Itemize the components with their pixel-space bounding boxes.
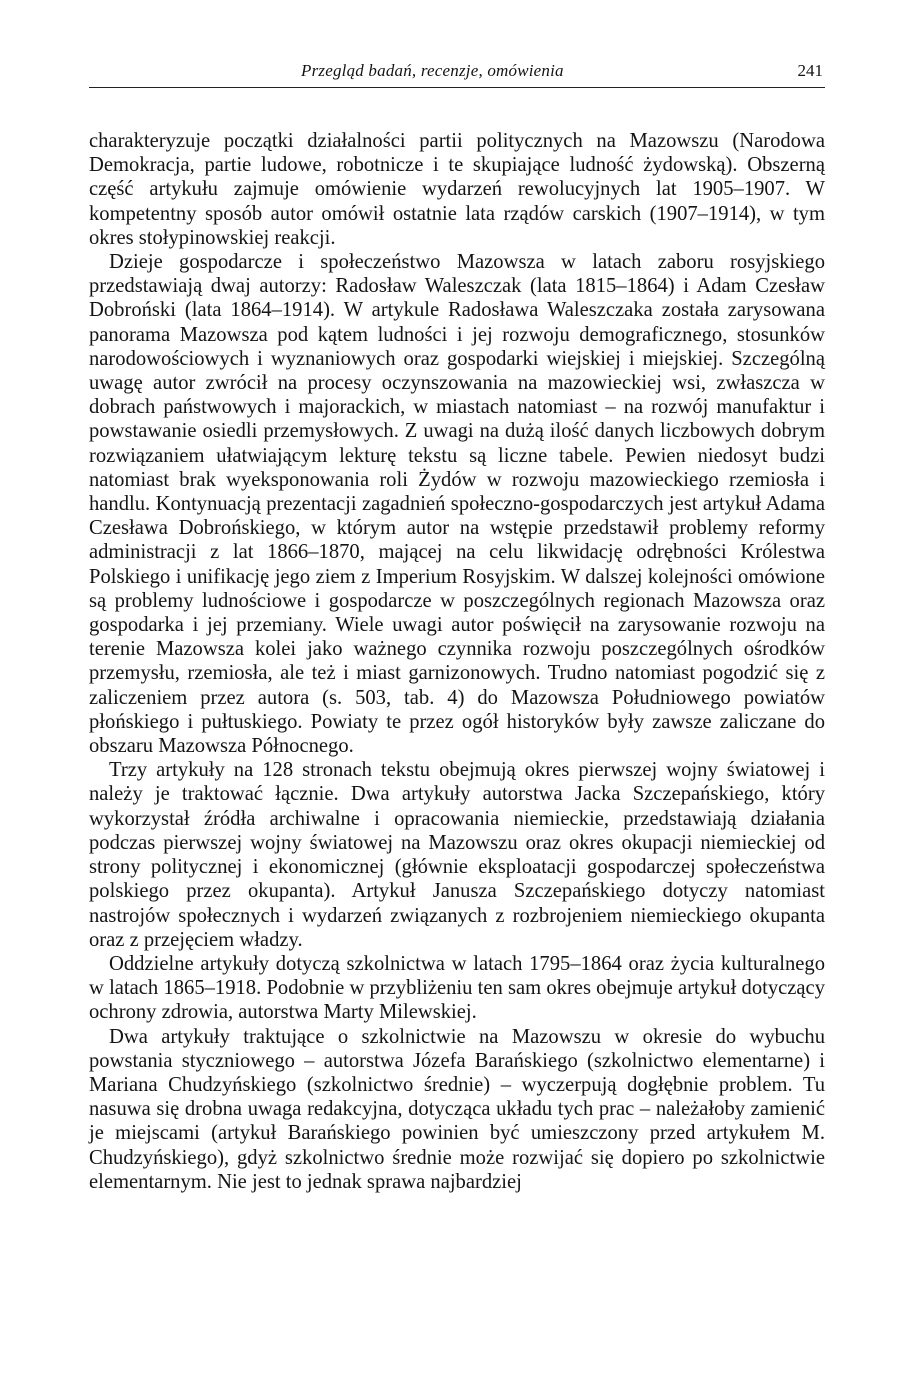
running-title: Przegląd badań, recenzje, omówienia xyxy=(301,61,564,80)
paragraph: Dzieje gospodarcze i społeczeństwo Mazowsza w latach zaboru rosyjskiego przedstawiają dwaj autorzy: Radosław Waleszczak (lata 1815–1864) i Adam Czesław Dobroński (lata 1864–1914). W artykule Radosława Waleszczaka została zarysowana panorama Mazowsza pod kątem ludności i jej rozwoju demograficznego, stosunków narodowościowych i wyznaniowych oraz gospodarki wiejskiej i miejskiej. Szczególną uwagę autor zwrócił na procesy oczynszowania na mazowieckiej wsi, zwłaszcza w dobrach państwowych i majorackich, w miastach natomiast – na rozwój manufaktur i powstawanie osiedli przemysłowych. Z uwagi na dużą ilość danych liczbowych dobrym rozwiązaniem ułatwiającym lekturę tekstu są liczne tabele. Pewien niedosyt budzi natomiast brak wyeksponowania roli Żydów w rozwoju mazowieckiego rzemiosła i handlu. Kontynuacją prezentacji zagadnień społeczno-gospodarczych jest artykuł Adama Czesława Dobrońskiego, w którym autor na wstępie przedstawił problemy reformy administracji z lat 1866–1870, mającej na celu likwidację odrębności Królestwa Polskiego i unifikację jego ziem z Imperium Rosyjskim. W dalszej kolejności omówione są problemy ludnościowe i gospodarcze w poszczególnych regionach Mazowsza oraz gospodarka i jej przemiany. Wiele uwagi autor poświęcił na zarysowanie rozwoju na terenie Mazowsza kolei jako ważnego czynnika rozwoju poszczególnych ośrodków przemysłu, rzemiosła, ale też i miast garnizonowych. Trudno natomiast pogodzić się z zaliczeniem przez autora (s. 503, tab. 4) do Mazowsza Południowego powiatów płońskiego i pułtuskiego. Powiaty te przez ogół historyków były zawsze zaliczane do obszaru Mazowsza Północnego. xyxy=(89,251,825,758)
paragraph: charakteryzuje początki działalności partii politycznych na Mazowszu (Narodowa Demokracja, partie ludowe, robotnicze i te skupiające ludność żydowską). Obszerną część artykułu zajmuje omówienie wydarzeń rewolucyjnych lat 1905–1907. W kompetentny sposób autor omówił ostatnie lata rządów carskich (1907–1914), w tym okres stołypinowskiej reakcji. xyxy=(89,130,825,249)
page-number: 241 xyxy=(797,61,823,80)
paragraph: Dwa artykuły traktujące o szkolnictwie na Mazowszu w okresie do wybuchu powstania styczniowego – autorstwa Józefa Barańskiego (szkolnictwo elementarne) i Mariana Chudzyńskiego (szkolnictwo średnie) – wyczerpują dogłębnie problem. Tu nasuwa się drobna uwaga redakcyjna, dotycząca układu tych prac – należałoby zamienić je miejscami (artykuł Barańskiego powinien być umieszczony przed artykułem M. Chudzyńskiego), gdyż szkolnictwo średnie może rozwijać się dopiero po szkolnictwie elementarnym. Nie jest to jednak sprawa najbardziej xyxy=(89,1025,825,1193)
paragraph: Trzy artykuły na 128 stronach tekstu obejmują okres pierwszej wojny światowej i należy je traktować łącznie. Dwa artykuły autorstwa Jacka Szczepańskiego, który wykorzystał źródła archiwalne i opracowania niemieckie, przedstawiają działania podczas pierwszej wojny światowej na Mazowszu oraz okres okupacji niemieckiej od strony politycznej i ekonomicznej (głównie eksploatacji gospodarczej społeczeństwa polskiego przez okupanta). Artykuł Janusza Szczepańskiego dotyczy natomiast nastrojów społecznych i wydarzeń związanych z rozbrojeniem niemieckiego okupanta oraz z przejęciem władzy. xyxy=(89,759,825,951)
running-head xyxy=(89,61,825,88)
paragraph: Oddzielne artykuły dotyczą szkolnictwa w latach 1795–1864 oraz życia kulturalnego w latach 1865–1918. Podobnie w przybliżeniu ten sam okres obejmuje artykuł dotyczący ochrony zdrowia, autorstwa Marty Milewskiej. xyxy=(89,952,825,1024)
body-text xyxy=(89,129,825,1194)
